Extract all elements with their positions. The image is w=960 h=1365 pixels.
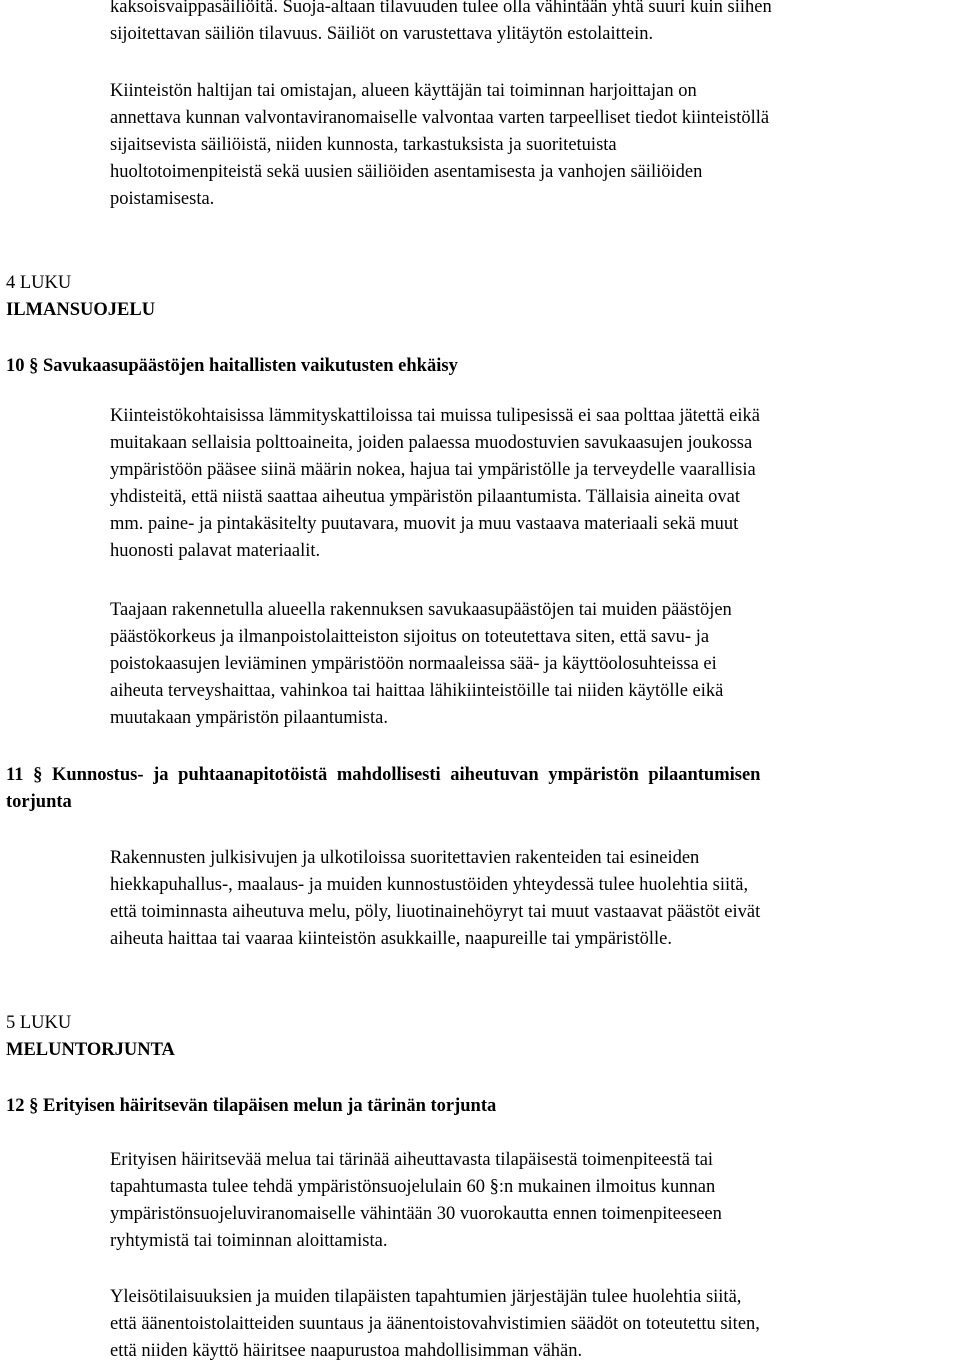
paragraph-flue-gas-fuels: [110, 403, 955, 565]
text-line: mm. paine- ja pintakäsitelty puutavara, muovit ja muu vastaava materiaali sekä muut: [110, 514, 739, 534]
text-line: että niiden käyttö häiritsee naapurustoa mahdollisimman vähän.: [110, 1341, 583, 1361]
text-line: aiheuta terveyshaittaa, vahinkoa tai haittaa lähikiinteistöille tai niiden käytölle eikä: [110, 681, 724, 701]
section-title: 10 § Savukaasupäästöjen haitallisten vaikutusten ehkäisy: [6, 356, 458, 376]
chapter-number: 5 LUKU: [6, 1013, 72, 1033]
text-line: että äänentoistolaitteiden suuntaus ja äänentoistovahvistimien säädöt on toteutettu siten,: [110, 1314, 760, 1334]
paragraph-temporary-noise-notice: [110, 1147, 955, 1255]
text-line: ryhtymistä tai toiminnan aloittamista.: [110, 1231, 388, 1251]
text-line: ympäristöön pääsee siinä määrin nokea, hajua tai ympäristölle ja terveydelle vaarallisia: [110, 460, 756, 480]
text-line: muitakaan sellaisia polttoaineita, joiden palaessa muodostuvien savukaasujen joukossa: [110, 433, 753, 453]
section-title-line: torjunta: [6, 792, 72, 812]
text-line: poistokaasujen leviäminen ympäristöön normaaleissa sää- ja käyttöolosuhteissa ei: [110, 654, 717, 674]
paragraph-emission-height: [110, 597, 955, 732]
text-line: kaksoisvaippasäiliöitä. Suoja-altaan tilavuuden tulee olla vähintään yhtä suuri kuin siihen: [110, 0, 772, 17]
text-line: muutakaan ympäristön pilaantumista.: [110, 708, 388, 728]
text-line: ympäristönsuojeluviranomaiselle vähintään 30 vuorokautta ennen toimenpiteeseen: [110, 1204, 722, 1224]
text-line: yhdisteitä, että niistä saattaa aiheutua ympäristön pilaantumista. Tällaisia aineita ovat: [110, 487, 741, 507]
chapter-title: ILMANSUOJELU: [6, 300, 156, 320]
paragraph-maintenance-work: [110, 845, 955, 953]
paragraph-public-events: [110, 1284, 955, 1365]
chapter-4-heading: [6, 270, 956, 324]
text-line: Kiinteistökohtaisissa lämmityskattiloissa tai muissa tulipesissä ei saa polttaa jätettä eikä: [110, 406, 760, 426]
text-line: sijaitsevista säiliöistä, niiden kunnosta, tarkastuksista ja suoritetuista: [110, 135, 617, 155]
section-10-heading: [6, 353, 956, 380]
text-line: että toiminnasta aiheutuva melu, pöly, liuotinainehöyryt tai muut vastaavat päästöt eivät: [110, 902, 761, 922]
section-title-line: 11 § Kunnostus- ja puhtaanapitotöistä mahdollisesti aiheutuvan ympäristön pilaantumisen: [6, 765, 761, 785]
chapter-title: MELUNTORJUNTA: [6, 1040, 175, 1060]
chapter-number: 4 LUKU: [6, 273, 72, 293]
text-line: hiekkapuhallus-, maalaus- ja muiden kunnostustöiden yhteydessä tulee huolehtia siitä,: [110, 875, 749, 895]
section-12-heading: [6, 1093, 956, 1120]
text-line: poistamisesta.: [110, 189, 215, 209]
section-11-heading: [6, 762, 956, 816]
paragraph-storage-tanks: [110, 0, 955, 48]
text-line: päästökorkeus ja ilmanpoistolaitteiston sijoitus on toteutettava siten, että savu- ja: [110, 627, 710, 647]
text-line: Erityisen häiritsevää melua tai tärinää aiheuttavasta tilapäisestä toimenpiteestä tai: [110, 1150, 714, 1170]
text-line: Rakennusten julkisivujen ja ulkotiloissa suoritettavien rakenteiden tai esineiden: [110, 848, 700, 868]
text-line: sijoitettavan säiliön tilavuus. Säiliöt on varustettava ylitäytön estolaittein.: [110, 24, 654, 44]
section-title: 12 § Erityisen häiritsevän tilapäisen melun ja tärinän torjunta: [6, 1096, 497, 1116]
text-line: Kiinteistön haltijan tai omistajan, alueen käyttäjän tai toiminnan harjoittajan on: [110, 81, 697, 101]
text-line: annettava kunnan valvontaviranomaiselle valvontaa varten tarpeelliset tiedot kiinteistöllä: [110, 108, 770, 128]
chapter-5-heading: [6, 1010, 956, 1064]
text-line: tapahtumasta tulee tehdä ympäristönsuojelulain 60 §:n mukainen ilmoitus kunnan: [110, 1177, 716, 1197]
text-line: aiheuta haittaa tai vaaraa kiinteistön asukkaille, naapureille tai ympäristölle.: [110, 929, 672, 949]
text-line: huonosti palavat materiaalit.: [110, 541, 321, 561]
text-line: huoltotoimenpiteistä sekä uusien säiliöiden asentamisesta ja vanhojen säiliöiden: [110, 162, 703, 182]
text-line: Taajaan rakennetulla alueella rakennuksen savukaasupäästöjen tai muiden päästöjen: [110, 600, 732, 620]
paragraph-tank-information: [110, 78, 955, 213]
text-line: Yleisötilaisuuksien ja muiden tilapäisten tapahtumien järjestäjän tulee huolehtia siitä,: [110, 1287, 742, 1307]
